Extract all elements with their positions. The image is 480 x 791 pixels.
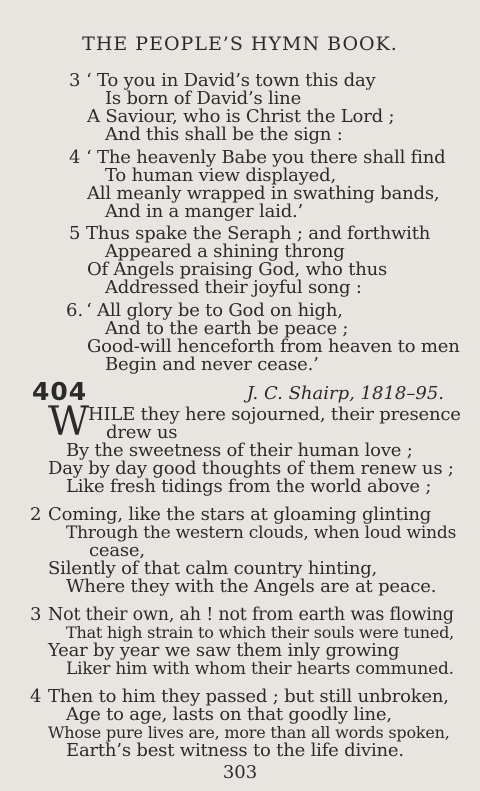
verse-line: Liker him with whom their hearts communed. [66, 659, 454, 679]
verse-line: A Saviour, who is Christ the Lord ; [87, 106, 395, 127]
verse-line: Earth’s best witness to the life divine. [66, 740, 404, 761]
drop-cap: W [48, 399, 90, 445]
verse-line: Where they with the Angels are at peace. [66, 576, 437, 597]
verse-line: ‘ The heavenly Babe you there shall find [86, 147, 446, 168]
verse-line: HILE they here sojourned, their presence [88, 404, 461, 425]
verse-line: And this shall be the sign : [105, 124, 343, 145]
verse-number: 4 [30, 686, 42, 707]
verse-line: Whose pure lives are, more than all words spoken, [48, 723, 450, 742]
verse-line: Silently of that calm country hinting, [48, 558, 378, 579]
verse-line: Appeared a shining throng [105, 241, 345, 262]
verse-line: And to the earth be peace ; [105, 318, 349, 339]
verse-line: Day by day good thoughts of them renew us ; [48, 458, 454, 479]
verse-line: By the sweetness of their human love ; [66, 440, 413, 461]
verse-line: Good-will henceforth from heaven to men [87, 336, 460, 357]
verse-line: Is born of David’s line [105, 88, 302, 109]
verse-line: cease, [89, 540, 145, 561]
verse-number: 6. [66, 300, 84, 321]
verse-line: ‘ All glory be to God on high, [86, 300, 343, 321]
verse-number: 3 [30, 604, 42, 625]
verse-line: Addressed their joyful song : [105, 277, 362, 298]
page-number: 303 [222, 762, 258, 783]
verse-number: 3 [69, 70, 81, 91]
verse-line: Begin and never cease.’ [105, 354, 319, 375]
hymn-number: 404 [32, 377, 88, 406]
verse-number: 5 [69, 223, 81, 244]
verse-line: Like fresh tidings from the world above ; [66, 476, 432, 497]
verse-line: Year by year we saw them inly growing [48, 640, 400, 661]
hymn-author: J. C. Shairp, 1818–95. [246, 383, 444, 404]
verse-line: drew us [106, 422, 178, 443]
verse-line: Of Angels praising God, who thus [87, 259, 388, 280]
verse-line: Coming, like the stars at gloaming glinting [48, 504, 432, 525]
verse-line: And in a manger laid.’ [105, 201, 304, 222]
verse-number: 2 [30, 504, 42, 525]
verse-line: Thus spake the Seraph ; and forthwith [86, 223, 431, 244]
verse-line: Then to him they passed ; but still unbroken, [48, 686, 449, 707]
verse-line: Through the western clouds, when loud winds [66, 523, 457, 543]
verse-line: ‘ To you in David’s town this day [86, 70, 376, 91]
verse-line: To human view displayed, [105, 165, 336, 186]
verse-number: 4 [69, 147, 81, 168]
verse-line: Age to age, lasts on that goodly line, [66, 704, 392, 725]
verse-line: Not their own, ah ! not from earth was flowing [48, 605, 454, 625]
verse-line: That high strain to which their souls were tuned, [66, 623, 455, 642]
verse-line: All meanly wrapped in swathing bands, [87, 183, 440, 204]
running-title: THE PEOPLE’S HYMN BOOK. [82, 33, 398, 55]
